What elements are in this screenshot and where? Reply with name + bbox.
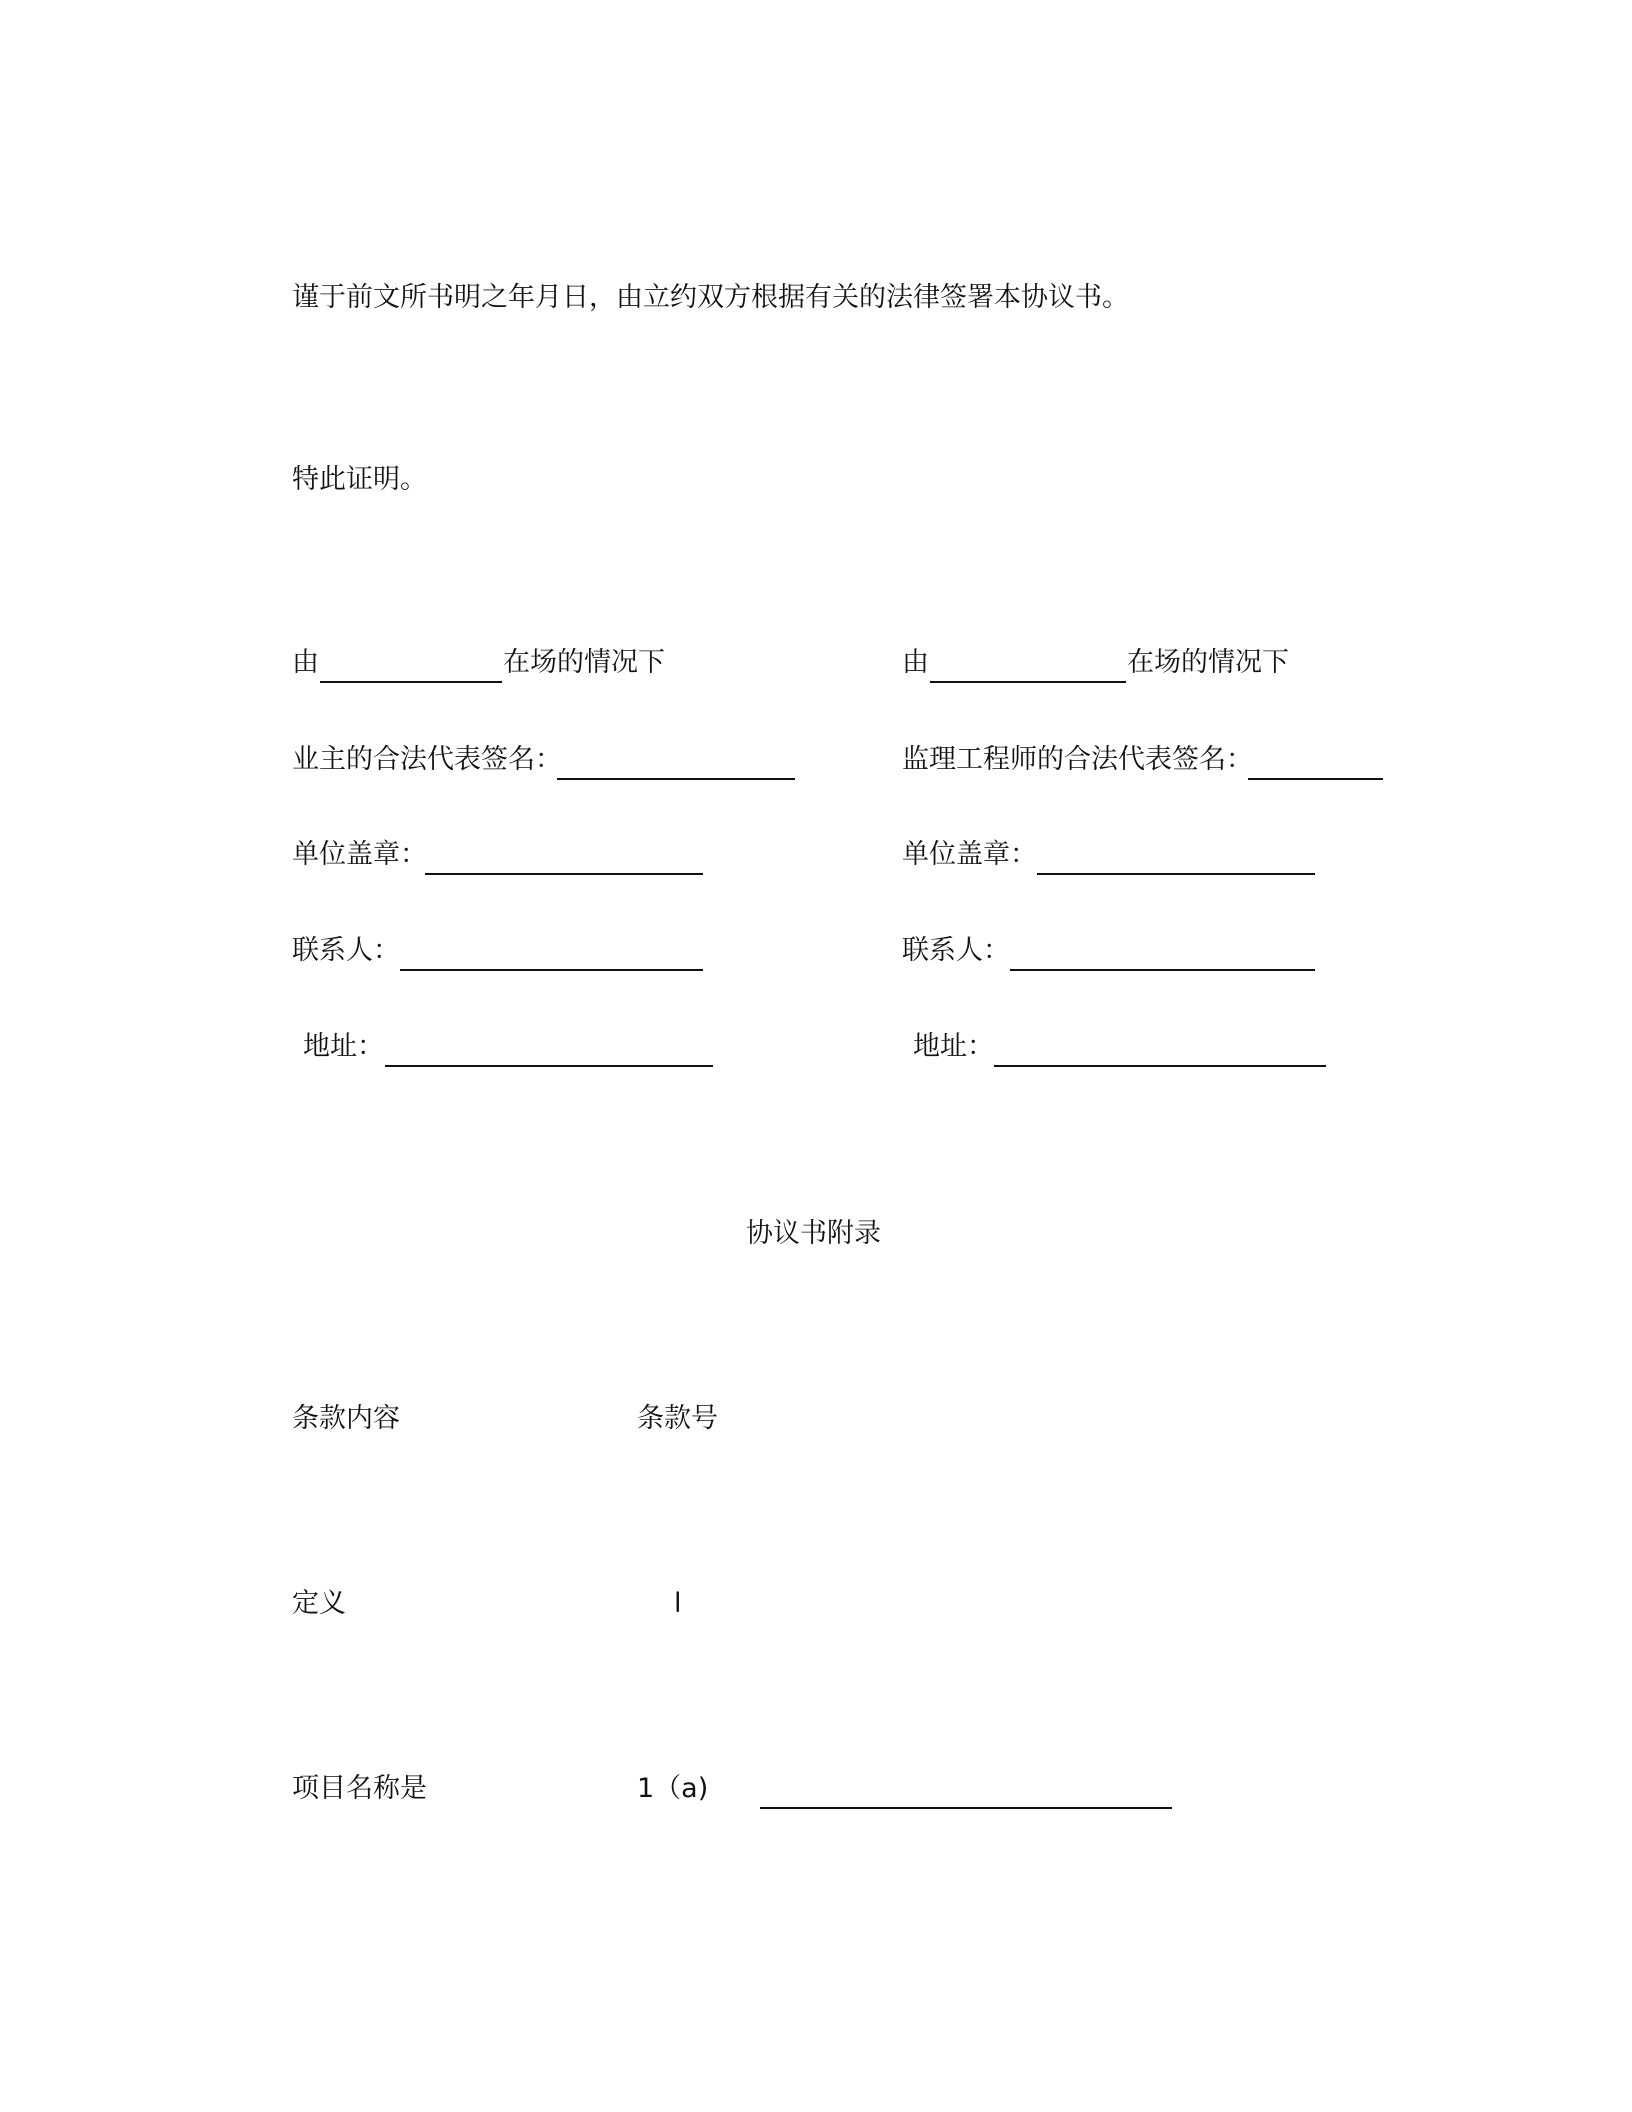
witness-statement: 特此证明。 (292, 464, 427, 495)
right-by-prefix: 由 (902, 647, 929, 678)
project-name-blank[interactable] (760, 1807, 1172, 1809)
left-witness-blank[interactable] (320, 681, 502, 683)
owner-rep-signature-label: 业主的合法代表签名： (292, 744, 562, 775)
engineer-rep-signature-label: 监理工程师的合法代表签名： (902, 744, 1253, 775)
clause-content-definition: 定义 (292, 1588, 346, 1619)
clause-number-project-name: 1（a) (637, 1773, 709, 1804)
right-witness-blank[interactable] (930, 681, 1126, 683)
clause-number-definition: l (674, 1588, 682, 1619)
right-address-label: 地址： (913, 1031, 994, 1062)
engineer-rep-signature-blank[interactable] (1248, 778, 1383, 780)
left-seal-label: 单位盖章： (292, 839, 427, 870)
left-address-blank[interactable] (385, 1065, 713, 1067)
right-seal-blank[interactable] (1037, 873, 1315, 875)
right-contact-blank[interactable] (1010, 969, 1315, 971)
appendix-title: 协议书附录 (746, 1218, 881, 1249)
right-presence-suffix: 在场的情况下 (1127, 647, 1289, 678)
clause-number-header: 条款号 (637, 1403, 718, 1434)
left-address-label: 地址： (303, 1031, 384, 1062)
right-address-blank[interactable] (994, 1065, 1326, 1067)
left-presence-suffix: 在场的情况下 (503, 647, 665, 678)
right-contact-label: 联系人： (902, 935, 1010, 966)
owner-rep-signature-blank[interactable] (557, 778, 795, 780)
agreement-signing-statement: 谨于前文所书明之年月日，由立约双方根据有关的法律签署本协议书。 (292, 282, 1129, 313)
left-contact-label: 联系人： (292, 935, 400, 966)
left-seal-blank[interactable] (425, 873, 703, 875)
left-contact-blank[interactable] (400, 969, 703, 971)
left-by-prefix: 由 (292, 647, 319, 678)
clause-content-header: 条款内容 (292, 1403, 400, 1434)
right-seal-label: 单位盖章： (902, 839, 1037, 870)
clause-content-project-name: 项目名称是 (292, 1773, 427, 1804)
